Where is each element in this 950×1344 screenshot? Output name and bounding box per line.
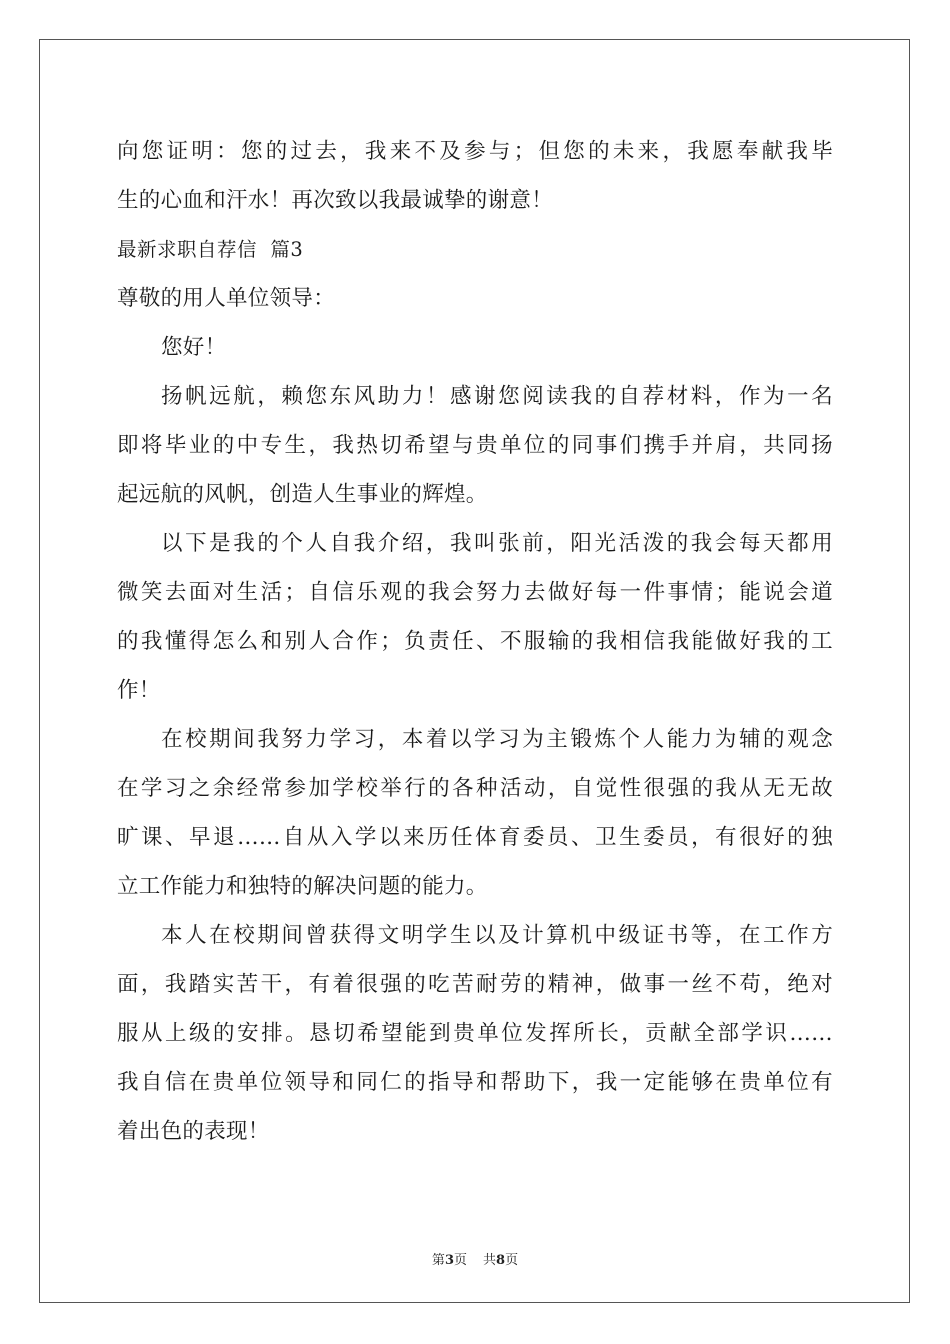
page-number-suffix: 页 xyxy=(453,1253,467,1268)
page-number-total: 8 xyxy=(496,1253,506,1268)
body-line: 我自信在贵单位领导和同仁的指导和帮助下，我一定能够在贵单位有 xyxy=(117,1070,833,1095)
body-line: 微笑去面对生活；自信乐观的我会努力去做好每一件事情；能说会道 xyxy=(117,580,833,605)
body-line: 作！ xyxy=(117,678,161,703)
body-line: 在校期间我努力学习，本着以学习为主锻炼个人能力为辅的观念 xyxy=(161,727,833,752)
body-line: 起远航的风帆，创造人生事业的辉煌。 xyxy=(117,482,488,507)
body-line: 在学习之余经常参加学校举行的各种活动，自觉性很强的我从无无故 xyxy=(117,776,833,801)
greeting: 您好！ xyxy=(161,335,227,360)
body-line: 面，我踏实苦干，有着很强的吃苦耐劳的精神，做事一丝不苟，绝对 xyxy=(117,972,833,997)
page-number-prefix: 第 xyxy=(431,1253,445,1268)
page-number-current: 3 xyxy=(444,1253,454,1268)
page-footer xyxy=(0,1249,950,1268)
salutation: 尊敬的用人单位领导： xyxy=(117,286,336,311)
section-title: 最新求职自荐信 篇3 xyxy=(117,238,304,261)
body-line: 本人在校期间曾获得文明学生以及计算机中级证书等，在工作方 xyxy=(161,923,833,948)
page-total-suffix: 页 xyxy=(505,1253,519,1268)
body-line: 旷课、早退……自从入学以来历任体育委员、卫生委员，有很好的独 xyxy=(117,825,833,850)
page-total-prefix: 共 xyxy=(483,1253,497,1268)
body-line: 即将毕业的中专生，我热切希望与贵单位的同事们携手并肩，共同扬 xyxy=(117,433,833,458)
body-line: 着出色的表现！ xyxy=(117,1119,270,1144)
body-line: 以下是我的个人自我介绍，我叫张前，阳光活泼的我会每天都用 xyxy=(161,531,833,556)
body-line: 向您证明：您的过去，我来不及参与；但您的未来，我愿奉献我毕 xyxy=(117,139,833,164)
body-line: 扬帆远航，赖您东风助力！感谢您阅读我的自荐材料，作为一名 xyxy=(161,384,833,409)
body-line: 的我懂得怎么和别人合作；负责任、不服输的我相信我能做好我的工 xyxy=(117,629,833,654)
body-line: 生的心血和汗水！再次致以我最诚挚的谢意！ xyxy=(117,188,554,213)
document-body xyxy=(117,127,833,1156)
body-line: 服从上级的安排。恳切希望能到贵单位发挥所长，贡献全部学识…… xyxy=(117,1021,833,1046)
body-line: 立工作能力和独特的解决问题的能力。 xyxy=(117,874,488,899)
